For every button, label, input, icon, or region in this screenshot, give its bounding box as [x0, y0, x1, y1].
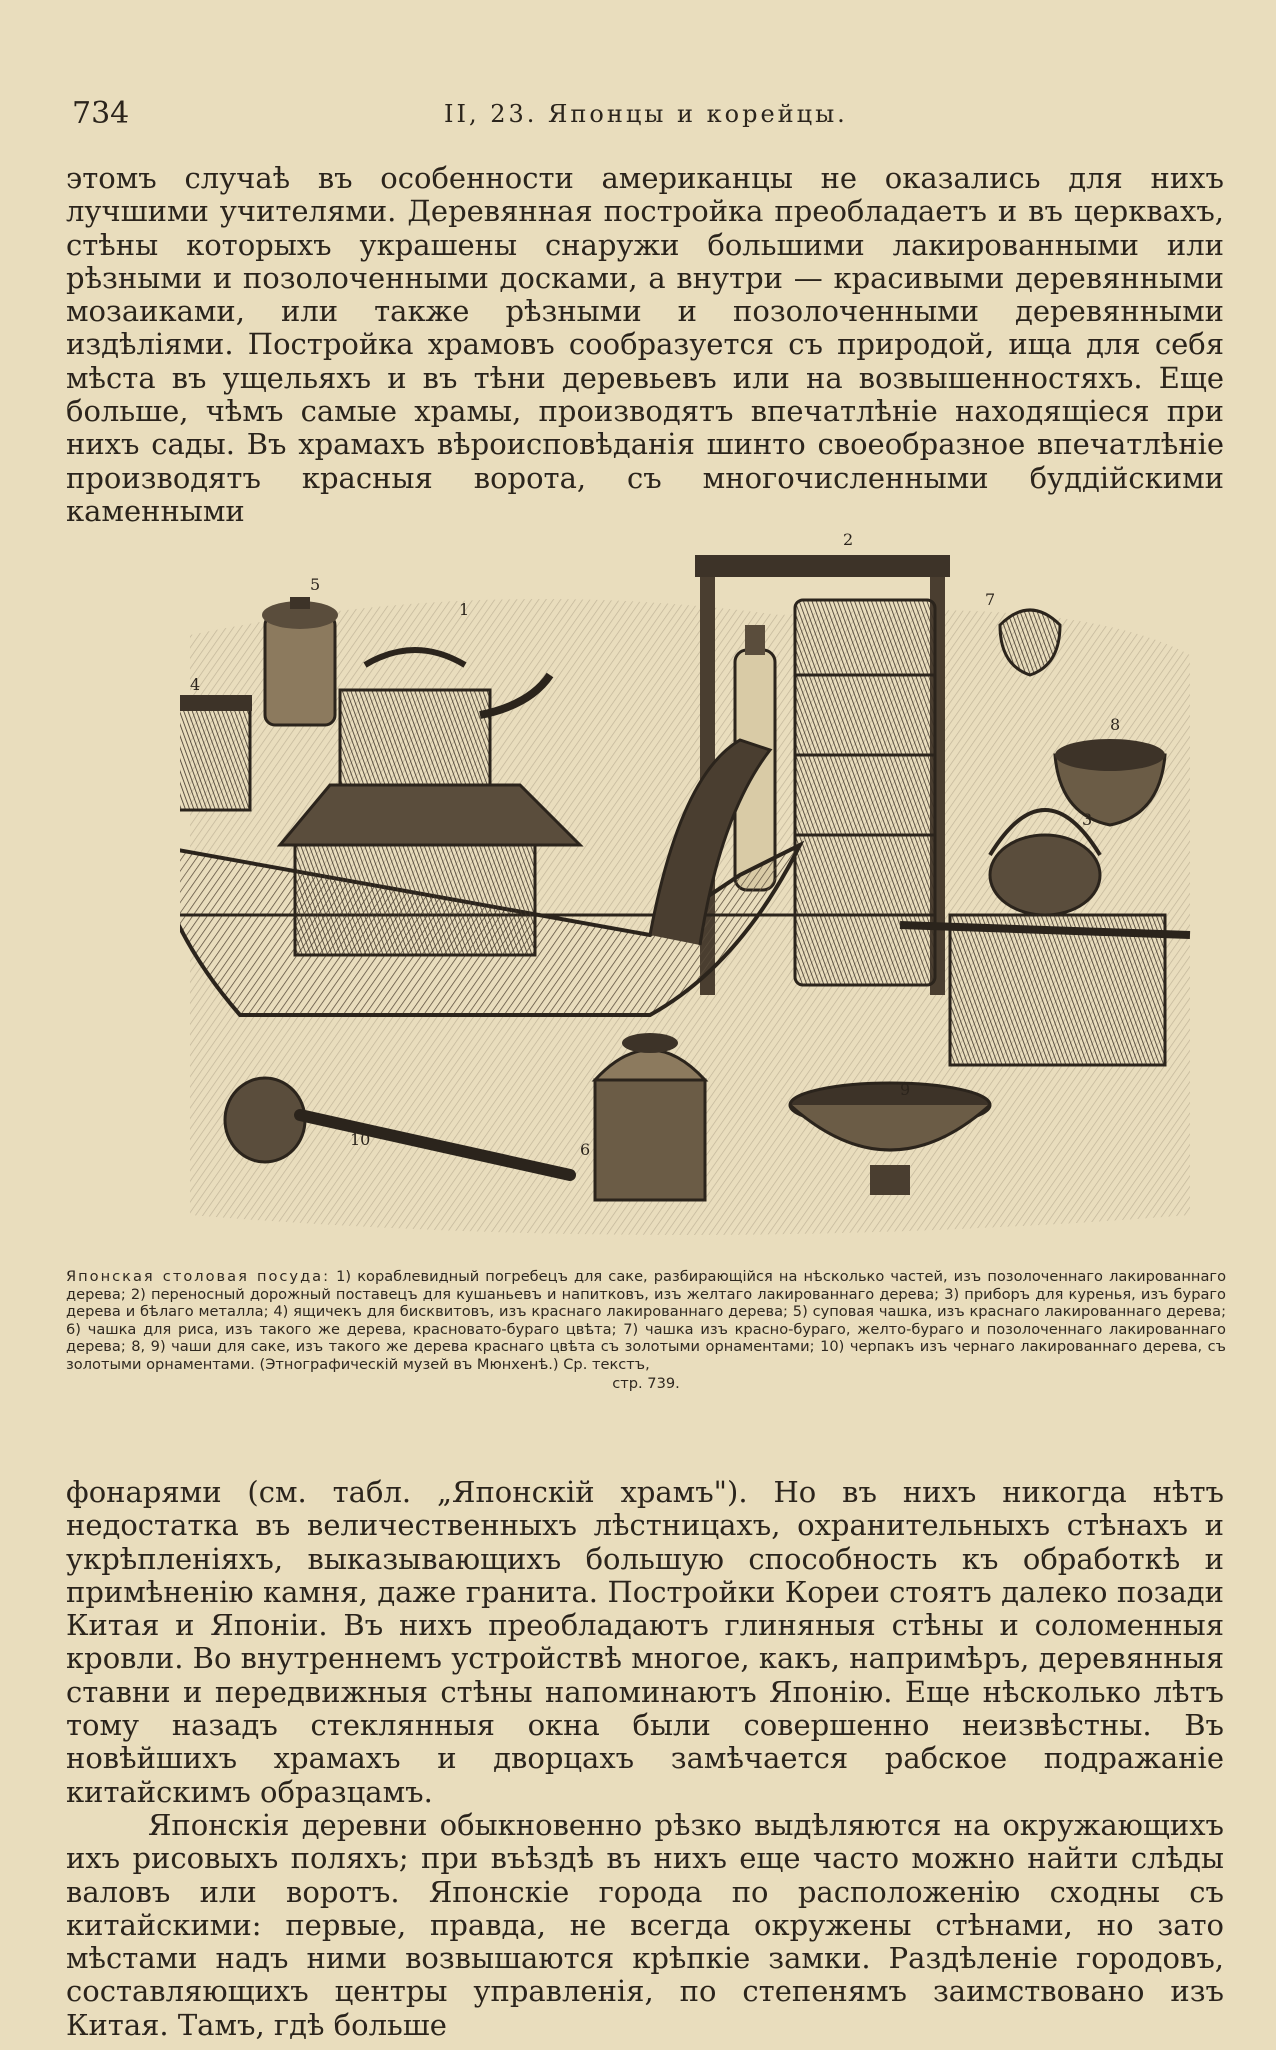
caption-title: Японская столовая посуда:: [66, 1268, 331, 1285]
biscuit-box-item: [180, 695, 252, 810]
paragraph-text: фонарями (см. табл. „Японскій храмъ"). Но въ нихъ никогда нѣтъ недостатка въ величественныхъ лѣстницахъ, охранительныхъ стѣнахъ и укрѣпленіяхъ, выказывающихъ большую способность къ обработкѣ и примѣненію камня, даже гранита. Постройки Кореи стоятъ далеко позади Китая и Японіи. Въ нихъ преобладаютъ глиняныя стѣны и соломенныя кровли. Во внутреннемъ устройствѣ многое, какъ, напримѣръ, деревянныя ставни и передвижныя стѣны напоминаютъ Японію. Еще нѣсколько лѣтъ тому назадъ стеклянныя окна были совершенно неизвѣстны. Въ новѣйшихъ храмахъ и дворцахъ замѣчается рабское подражаніе китайскимъ образцамъ.: [66, 1475, 1224, 1809]
caption-page-reference: стр. 739.: [612, 1374, 680, 1392]
item-number-label: 6: [580, 1140, 591, 1159]
paragraph-text: [66, 162, 1224, 528]
sentence: Деревянная постройка преобладаетъ и въ церквахъ, стѣны которыхъ украшены снаружи большими лакированными или рѣзными и позолоченными досками, а внутри — красивыми деревянными мозаиками, или также рѣзными и позолоченными деревянными издѣліями.: [66, 194, 1224, 362]
sentence: этомъ случаѣ въ особенности американцы не оказались для нихъ лучшими учителями.: [66, 161, 1224, 229]
engraving-drawing: [180, 515, 1200, 1255]
soup-bowl-item: [262, 597, 338, 725]
running-head: II, 23. Японцы и корейцы.: [444, 100, 848, 128]
item-number-label: 9: [900, 1080, 911, 1099]
item-number-label: 3: [1082, 810, 1093, 829]
bottom-text-block: [66, 1476, 1224, 2042]
tableware-illustration: [180, 515, 1200, 1255]
sentence: Постройка храмовъ сообразуется съ природой, ища для себя мѣста въ ущельяхъ и въ тѣни деревьевъ или на возвышенностяхъ.: [66, 327, 1225, 395]
sentence: Въ храмахъ вѣроисповѣданія шинто своеобразное впечатлѣніе производятъ красныя ворота, съ многочисленными буддійскими каменными: [66, 427, 1225, 528]
item-number-label: 8: [1110, 715, 1121, 734]
item-number-label: 1: [459, 600, 470, 619]
item-number-label: 4: [190, 675, 201, 694]
paragraph-text: Японскія деревни обыкновенно рѣзко выдѣляются на окружающихъ ихъ рисовыхъ поляхъ; при въѣздѣ въ нихъ еще часто можно найти слѣды валовъ или воротъ. Японскіе города по расположенію сходны съ китайскими: первые, правда, не всегда окружены стѣнами, но зато мѣстами надъ ними возвышаются крѣпкіе замки. Раздѣленіе городовъ, составляющихъ центры управленія, по степенямъ заимствовано изъ Китая. Тамъ, гдѣ больше: [66, 1807, 1224, 2042]
item-number-label: 5: [310, 575, 321, 594]
item-number-label: 7: [985, 590, 996, 609]
caption-text: 1) кораблевидный погребецъ для саке, разбирающійся на нѣсколько частей, изъ позолоченнаго лакированнаго дерева; 2) переносный дорожный поставецъ для кушаньевъ и напитковъ, изъ желтаго лакированнаго дерева; 3) приборъ для куренья, изъ бураго дерева и бѣлаго металла; 4) ящичекъ для бисквитовъ, изъ краснаго лакированнаго дерева; 5) суповая чашка, изъ краснаго лакированнаго дерева; 6) чашка для риса, изъ такого же дерева, красновато-бураго цвѣта; 7) чашка изъ красно-бураго, желто-бураго и позолоченнаго лакированнаго дерева; 8, 9) чаши для саке, изъ такого же дерева краснаго цвѣта съ золотыми орнаментами; 10) черпакъ изъ чернаго лакированнаго дерева, съ золотыми орнаментами. (Этнографическій музей въ Мюнхенѣ.) Ср. текстъ,: [66, 1268, 1226, 1373]
item-number-label: 2: [843, 530, 854, 549]
item-number-label: 10: [350, 1130, 371, 1149]
figure-caption: [66, 1268, 1226, 1392]
page-header: [72, 92, 1222, 132]
page-number: 734: [72, 96, 130, 131]
sentence: Еще больше, чѣмъ самые храмы, производятъ впечатлѣніе находящіеся при нихъ сады.: [66, 360, 1224, 462]
top-paragraph: [66, 162, 1224, 528]
